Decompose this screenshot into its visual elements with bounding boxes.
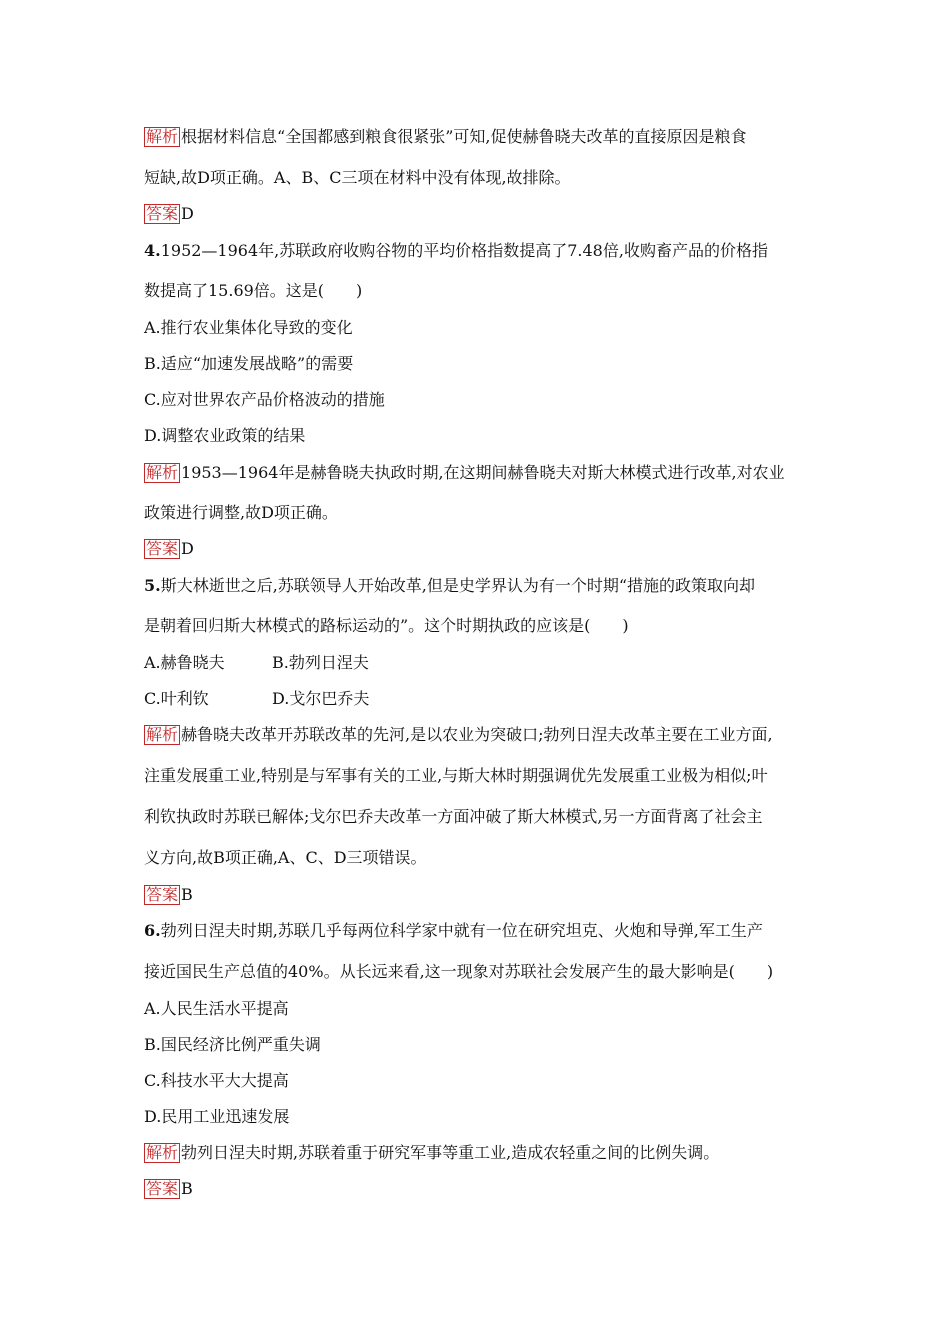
- q6-number: 6.: [144, 921, 161, 940]
- analysis-tag: 解析: [146, 725, 179, 744]
- q6-option-d: D.民用工业迅速发展: [144, 1107, 290, 1126]
- q4-option-b: B.适应“加速发展战略”的需要: [144, 354, 354, 373]
- q3-answer: 答案 D: [146, 204, 194, 223]
- q4-analysis-line-2: 政策进行调整,故D项正确。: [144, 503, 338, 522]
- q6-option-a: A.人民生活水平提高: [144, 999, 289, 1018]
- analysis-tag: 解析: [146, 463, 179, 482]
- q6-analysis-line-1: 解析 勃列日涅夫时期,苏联着重于研究军事等重工业,造成农轻重之间的比例失调。: [146, 1143, 720, 1162]
- q5-option-a: A.赫鲁晓夫: [144, 653, 225, 672]
- answer-tag: 答案: [146, 204, 179, 223]
- answer-tag: 答案: [146, 1179, 179, 1198]
- q5-stem-line-1: 5.斯大林逝世之后,苏联领导人开始改革,但是史学界认为有一个时期“措施的政策取向却: [144, 576, 756, 595]
- q4-option-a: A.推行农业集体化导致的变化: [144, 318, 353, 337]
- q5-option-c: C.叶利钦: [144, 689, 209, 708]
- q4-stem-line-1: 4.1952—1964年,苏联政府收购谷物的平均价格指数提高了7.48倍,收购畜产品的价格指: [144, 241, 768, 260]
- q5-analysis-line-4: 义方向,故B项正确,A、C、D三项错误。: [144, 848, 427, 867]
- q5-analysis-line-2: 注重发展重工业,特别是与军事有关的工业,与斯大林时期强调优先发展重工业极为相似;叶: [144, 766, 768, 785]
- q6-option-b: B.国民经济比例严重失调: [144, 1035, 321, 1054]
- q4-option-d: D.调整农业政策的结果: [144, 426, 306, 445]
- q5-analysis-line-1: 解析 赫鲁晓夫改革开苏联改革的先河,是以农业为突破口;勃列日涅夫改革主要在工业方面,: [146, 725, 773, 744]
- q5-analysis-line-3: 利钦执政时苏联已解体;戈尔巴乔夫改革一方面冲破了斯大林模式,另一方面背离了社会主: [144, 807, 763, 826]
- answer-tag: 答案: [146, 539, 179, 558]
- q5-answer: 答案 B: [146, 885, 193, 904]
- q4-analysis-line-1: 解析 1953—1964年是赫鲁晓夫执政时期,在这期间赫鲁晓夫对斯大林模式进行改革,对农业: [146, 463, 785, 482]
- q5-number: 5.: [144, 576, 161, 595]
- q5-option-d: D.戈尔巴乔夫: [272, 689, 370, 708]
- q3-analysis-line-2: 短缺,故D项正确。A、B、C三项在材料中没有体现,故排除。: [144, 168, 571, 187]
- q3-analysis-line-1: 解析 根据材料信息“全国都感到粮食很紧张”可知,促使赫鲁晓夫改革的直接原因是粮食: [146, 127, 747, 146]
- q4-number: 4.: [144, 241, 161, 260]
- q4-stem-line-2: 数提高了15.69倍。这是( ): [144, 281, 363, 300]
- q6-answer: 答案 B: [146, 1179, 193, 1198]
- q4-answer: 答案 D: [146, 539, 194, 558]
- analysis-tag: 解析: [146, 1143, 179, 1162]
- q5-option-b: B.勃列日涅夫: [272, 653, 369, 672]
- q6-option-c: C.科技水平大大提高: [144, 1071, 289, 1090]
- analysis-tag: 解析: [146, 127, 179, 146]
- q4-option-c: C.应对世界农产品价格波动的措施: [144, 390, 385, 409]
- q6-stem-line-2: 接近国民生产总值的40%。从长远来看,这一现象对苏联社会发展产生的最大影响是( ): [144, 962, 774, 981]
- q5-stem-line-2: 是朝着回归斯大林模式的路标运动的”。这个时期执政的应该是( ): [144, 616, 629, 635]
- q6-stem-line-1: 6.勃列日涅夫时期,苏联几乎每两位科学家中就有一位在研究坦克、火炮和导弹,军工生产: [144, 921, 763, 940]
- answer-tag: 答案: [146, 885, 179, 904]
